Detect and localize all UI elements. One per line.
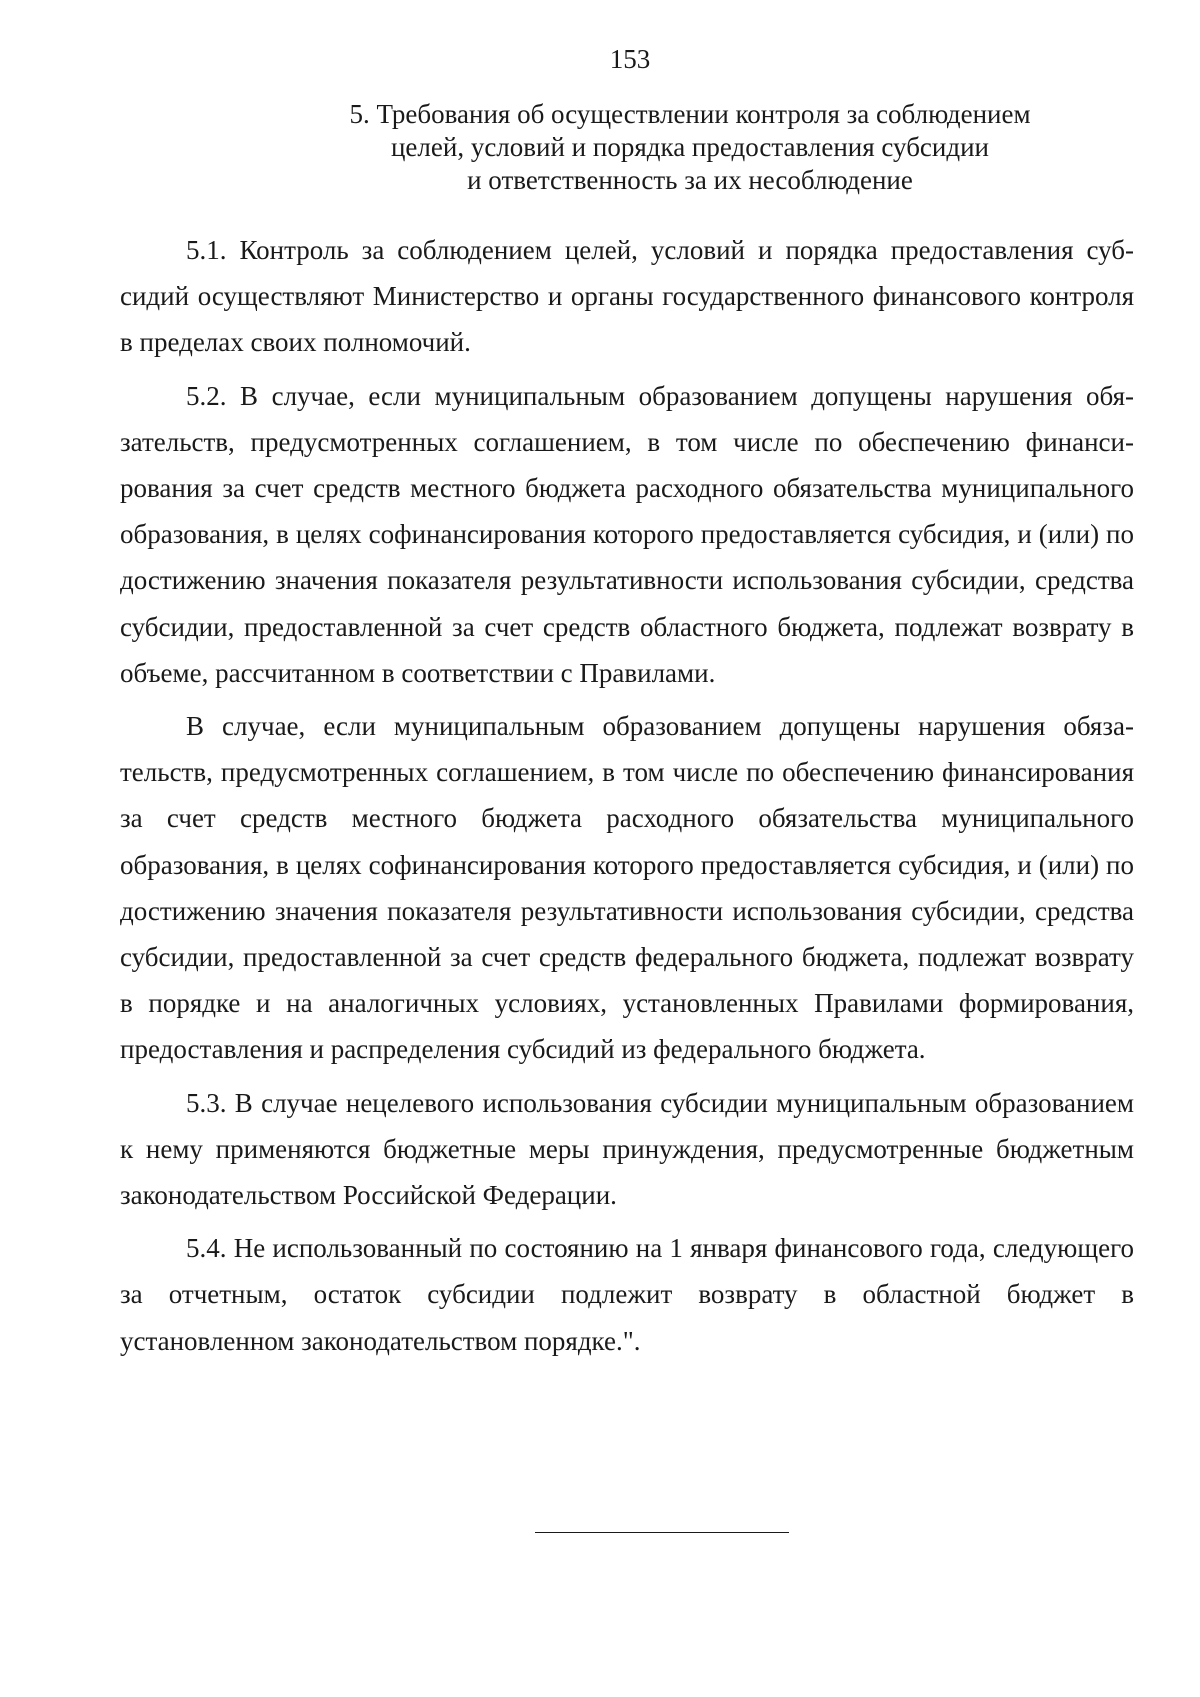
section-title-line: и ответственность за их несоблюдение [467,165,913,195]
section-body [120,227,1134,1371]
paragraph-5-1: 5.1. Контроль за соблюдением целей, условий и порядка предоставления субсидий осуществляют Министерство и органы государственного финансового контроля в пределах своих полномочий. [120,235,1134,358]
paragraph-5-4: 5.4. Не использованный по состоянию на 1 января финансового года, следующего за отчетным, остаток субсидии подлежит возврату в областной бюджет в установленном законодательством порядке.". [120,1233,1134,1356]
page-number: 153 [609,44,651,74]
section-title-line: 5. Требования об осуществлении контроля за соблюдением [349,99,1031,129]
closing-divider [535,1532,789,1533]
section-title-line: целей, условий и порядка предоставления субсидии [390,132,990,162]
paragraph-5-3: 5.3. В случае нецелевого использования субсидии муниципальным образованием к нему применяются бюджетные меры принуждения, предусмотренные бюджетным законодательством Российской Федерации. [120,1087,1134,1211]
paragraph-5-2-federal: В случае, если муниципальным образованием допущены нарушения обязательств, предусмотренных соглашением, в том числе по обеспечению финансирования за счет средств местного бюджета расходного обязательства муниципального образования, в целях софинансирования которого предоставляется субсидия, и (или) по достижению значения показателя результативности использования субсидии, средства субсидии, предоставленной за счет средств федерального бюджета, подлежат возврату в порядке и на аналогичных условиях, установленных Правилами формирования, предоставления и распределения субсидий из федерального бюджета. [120,711,1134,1065]
section-title [120,98,1200,197]
paragraph-5-2: 5.2. В случае, если муниципальным образованием допущены нарушения обязательств, предусмотренных соглашением, в том числе по обеспечению финансирования за счет средств местного бюджета расходного обязательства муниципального образования, в целях софинансирования которого предоставляется субсидия, и (или) по достижению значения показателя результативности использования субсидии, средства субсидии, предоставленной за счет средств областного бюджета, подлежат возврату в объеме, рассчитанном в соответствии с Правилами. [120,380,1134,688]
